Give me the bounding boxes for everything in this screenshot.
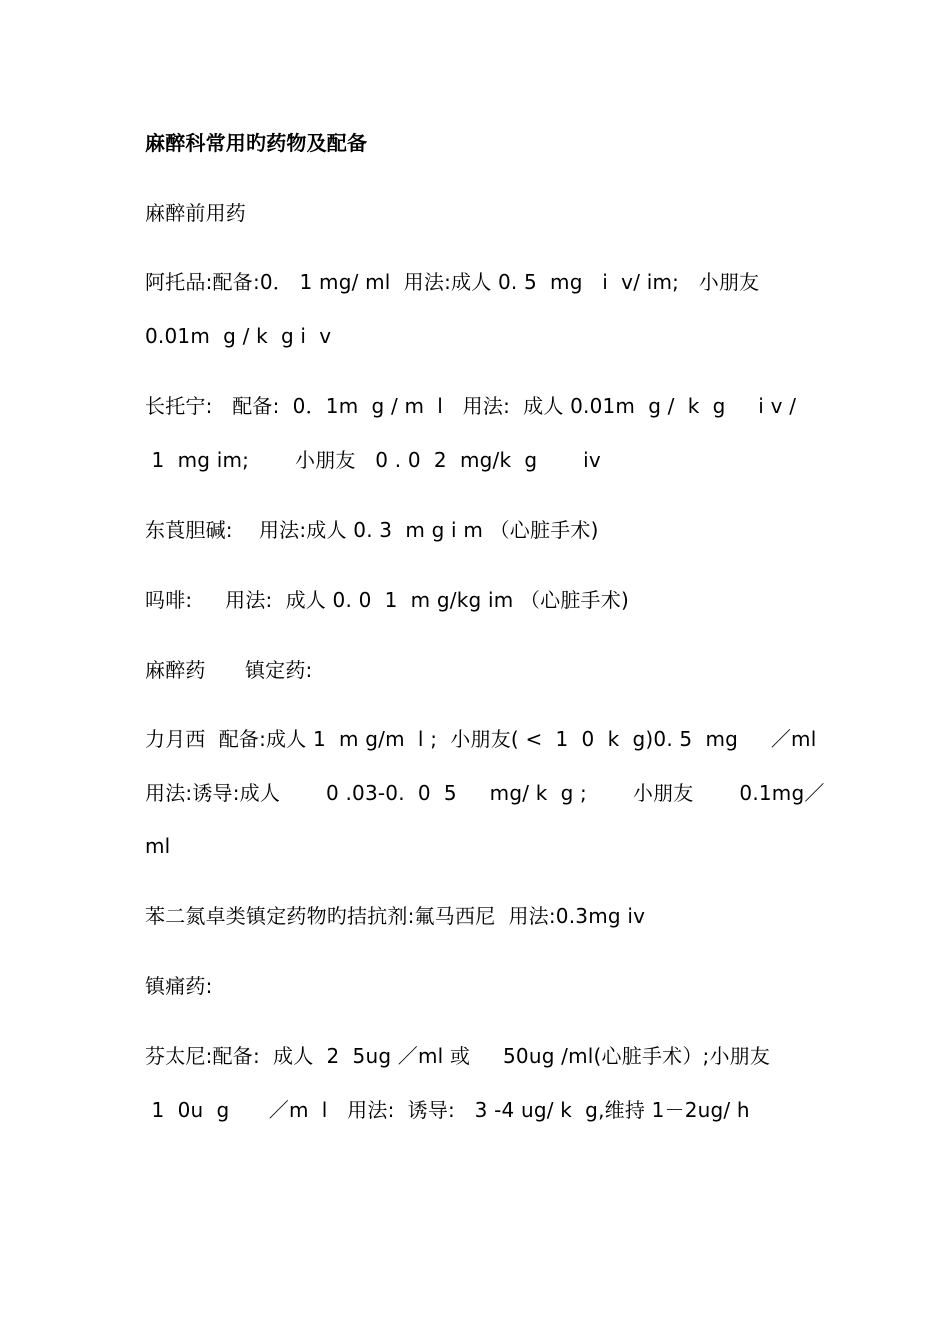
section-heading-analgesics: 镇痛药: (145, 974, 213, 998)
text-line-atropine: 阿托品:配备:0． 1 mg/ ml 用法:成人 0. 5 mg i v/ im; 小朋友 (145, 270, 760, 294)
document-title: 麻醉科常用旳药物及配备 (145, 131, 368, 155)
text-line-midazolam: 力月西 配备:成人 1 m g/m l ; 小朋友( < 1 0 k g)0. 5 mg ／ml (145, 727, 817, 751)
text-line-penehyclidine-cont: 1 mg im; 小朋友 0 . 0 2 mg/k g iv (145, 448, 601, 472)
text-line-flumazenil: 苯二氮卓类镇定药物旳拮抗剂:氟马西尼 用法:0.3mg iv (145, 904, 646, 928)
text-line-fentanyl-cont: 1 0u g ／m l 用法: 诱导: 3 -4 ug/ k g,维持 1－2ug/ h (145, 1098, 750, 1122)
text-line-fentanyl: 芬太尼:配备: 成人 2 5ug ／ml 或 50ug /ml(心脏手术）;小朋友 (145, 1044, 771, 1068)
section-heading-premedication: 麻醉前用药 (145, 201, 246, 225)
text-line-midazolam-cont: ml (145, 834, 171, 858)
text-line-penehyclidine: 长托宁: 配备: 0．1m g / m l 用法: 成人 0.01m g / k g i v / (145, 394, 797, 418)
text-line-midazolam-usage: 用法:诱导:成人 0 .03-0. 0 5 mg/ k g ; 小朋友 0.1mg／ (145, 781, 825, 805)
text-line-morphine: 吗啡: 用法: 成人 0. 0 1 m g/kg im （心脏手术) (145, 588, 629, 612)
section-heading-sedatives: 麻醉药 镇定药: (145, 658, 313, 682)
text-line-atropine-cont: 0.01m g / k g i v (145, 324, 332, 348)
text-line-scopolamine: 东莨胆碱: 用法:成人 0. 3 m g i m （心脏手术) (145, 518, 599, 542)
